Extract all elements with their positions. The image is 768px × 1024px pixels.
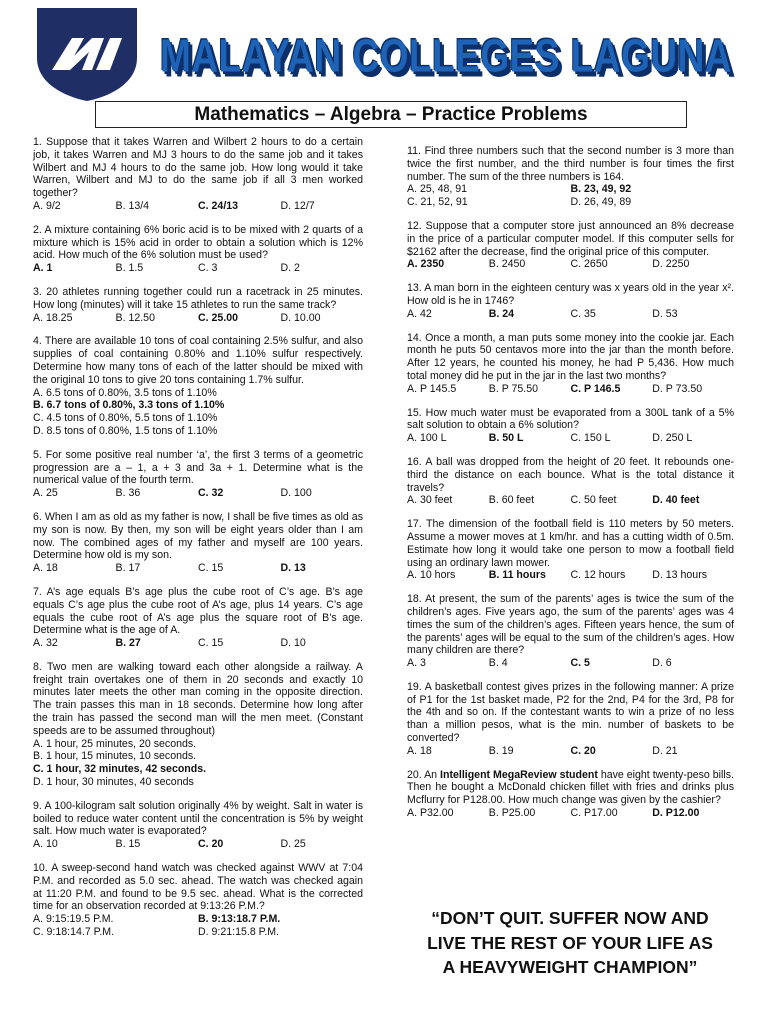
answer-option: D. 100 — [280, 487, 312, 500]
answer-option: A. 1 hour, 25 minutes, 20 seconds. — [33, 737, 197, 750]
answer-options — [407, 745, 734, 758]
question-2 — [33, 224, 363, 275]
question-18 — [407, 593, 734, 670]
answer-option: A. 100 L — [407, 432, 447, 445]
question-text: 2. A mixture containing 6% boric acid is to be mixed with 2 quarts of a mixture which is 15% acid in order to obtain a solution which is 12% acid. How much of the 6% solution must be used? — [33, 223, 363, 262]
answer-option: D. 1 hour, 30 minutes, 40 seconds — [33, 776, 194, 789]
answer-option: C. 2650 — [570, 258, 608, 271]
answer-option: D. 40 feet — [652, 494, 700, 507]
answer-option: A. 9/2 — [33, 199, 61, 212]
answer-option: A. 30 feet — [407, 494, 453, 507]
question-16 — [407, 456, 734, 507]
answer-option: B. 2450 — [488, 258, 526, 271]
question-text: 4. There are available 10 tons of coal containing 2.5% sulfur, and also supplies of coal containing 0.80% and 1.10% sulfur respectively. Determine how many tons of each of the latter should be mixed with the original 10 tons to give 20 tons containing 1.7% sulfur. — [33, 335, 363, 386]
answer-option: C. 5 — [570, 657, 590, 670]
quote-line: “DON’T QUIT. SUFFER NOW AND — [431, 908, 709, 928]
question-9 — [33, 800, 363, 851]
question-1 — [33, 136, 363, 213]
answer-option: D. 6 — [652, 657, 672, 670]
answer-option: D. 13 — [280, 562, 306, 575]
answer-option: D. P12.00 — [652, 807, 700, 820]
question-text: 19. A basketball contest gives prizes in the following manner: A prize of P1 for the 1st basket made, P2 for the 2nd, P4 for the 3rd, P8 for the 4th and so on. If the contestant wants to win a prize of no less than a million pesos, what is the min. number of baskets to be converted? — [407, 680, 734, 745]
answer-option: A. 18.25 — [33, 311, 73, 324]
answer-option: B. 11 hours — [488, 569, 546, 582]
answer-option: B. 50 L — [488, 432, 524, 445]
question-text: 12. Suppose that a computer store just announced an 8% decrease in the price of a particular computer model. If this computer sells for $2162 after the decrease, find the original price of this computer. — [407, 219, 734, 258]
answer-option: B. 60 feet — [488, 494, 535, 507]
question-text: 8. Two men are walking toward each other alongside a railway. A freight train overtakes one of them in 20 seconds and exactly 10 minutes later meets the other man coming in the opposite direction. The train passes this man in 18 seconds. Determine how long after the train has passed the second man will the men meet. (Constant speeds are to be assumed throughout) — [33, 660, 363, 737]
answer-options — [33, 838, 363, 851]
question-text: 17. The dimension of the football field is 110 meters by 50 meters. Assume a mower moves at 1 km/hr. and has a cutting width of 0.5m. Estimate how long it would take one person to mow a football field using an ordinary lawn mower. — [407, 518, 734, 569]
answer-options — [407, 494, 734, 507]
question-text: 14. Once a month, a man puts some money into the cookie jar. Each month he puts 50 centavos more into the jar than the month before. After 12 years, he counted his money, he had P 5,436. How much total money did he put in the jar in the last two months? — [407, 331, 734, 382]
question-10 — [33, 862, 363, 939]
answer-option: D. 10.00 — [280, 311, 321, 324]
answer-option: C. 150 L — [570, 432, 611, 445]
answer-option: A. 32 — [33, 637, 58, 650]
answer-option: A. 1 — [33, 262, 53, 275]
answer-option: C. 35 — [570, 307, 596, 320]
answer-option: B. 19 — [488, 744, 514, 757]
answer-option: A. 25 — [33, 487, 58, 500]
answer-options — [407, 432, 734, 445]
answer-option: A. 10 — [33, 838, 58, 851]
answer-option: C. 25.00 — [198, 311, 239, 324]
college-name: MALAYAN COLLEGES LAGUNA — [160, 30, 733, 82]
answer-option: A. 18 — [33, 562, 58, 575]
answer-option: C. P 146.5 — [570, 382, 621, 395]
answer-option: C. 32 — [198, 487, 224, 500]
answer-option: C. P17.00 — [570, 807, 618, 820]
answer-option: B. 4 — [488, 657, 508, 670]
answer-option: D. 2 — [280, 262, 300, 275]
question-5 — [33, 449, 363, 500]
quote-line: A HEAVYWEIGHT CHAMPION” — [442, 957, 698, 977]
answer-option: B. 6.7 tons of 0.80%, 3.3 tons of 1.10% — [33, 399, 225, 412]
answer-option: D. 53 — [652, 307, 678, 320]
right-column — [407, 145, 734, 831]
answer-options — [407, 383, 734, 396]
question-14 — [407, 332, 734, 396]
answer-option: B. P25.00 — [488, 807, 536, 820]
answer-option: B. 24 — [488, 307, 515, 320]
answer-option: C. 24/13 — [198, 199, 239, 212]
answer-option: A. 3 — [407, 657, 426, 670]
answer-option: C. 20 — [198, 838, 224, 851]
answer-option: B. 23, 49, 92 — [570, 183, 632, 196]
answer-option: A. P 145.5 — [407, 382, 457, 395]
answer-options — [33, 487, 363, 500]
question-8 — [33, 661, 363, 789]
question-3 — [33, 286, 363, 324]
answer-option: B. 12.50 — [115, 311, 155, 324]
answer-option: D. 21 — [652, 744, 678, 757]
answer-option: B. 9:13:18.7 P.M. — [198, 913, 281, 926]
answer-option: D. 13 hours — [652, 569, 708, 582]
question-20 — [407, 769, 734, 820]
answer-option: D. 8.5 tons of 0.80%, 1.5 tons of 1.10% — [33, 424, 218, 437]
question-text: 5. For some positive real number ‘a’, the first 3 terms of a geometric progression are a – 1, a + 3 and 3a + 1. Determine what is the numerical value of the fourth term. — [33, 448, 363, 487]
answer-option: B. P 75.50 — [488, 382, 539, 395]
answer-option: C. 1 hour, 32 minutes, 42 seconds. — [33, 763, 207, 776]
question-13 — [407, 282, 734, 320]
question-text: 10. A sweep-second hand watch was checked against WWV at 7:04 P.M. and recorded as 5.0 sec. ahead. The watch was checked again at 11:20 P.M. and found to be 9.5 sec. ahead. What is the corrected time for an observation recorded at 9:13:26 P.M.? — [33, 862, 363, 913]
question-text: 11. Find three numbers such that the second number is 3 more than twice the first number, and the third number is four times the first number. The sum of the three numbers is 164. — [407, 145, 734, 183]
answer-option: D. 26, 49, 89 — [570, 196, 632, 209]
question-7 — [33, 586, 363, 650]
answer-option: B. 17 — [115, 562, 141, 575]
college-logo — [34, 6, 140, 102]
answer-option: B. 15 — [115, 838, 141, 851]
question-text: 3. 20 athletes running together could run a racetrack in 25 minutes. How long (minutes) will it take 15 athletes to run the same track? — [33, 285, 363, 311]
left-column — [33, 136, 363, 950]
answer-option: A. 10 hors — [407, 569, 456, 582]
question-text: 1. Suppose that it takes Warren and Wilbert 2 hours to do a certain job, it takes Warren and MJ 3 hours to do the same job and it takes Wilbert and MJ 4 hours to do the same job. How long would it take Warren, Wilbert and MJ to do the same job if all 3 men worked together? — [33, 136, 363, 200]
question-text: 16. A ball was dropped from the height of 20 feet. It rebounds one-third the distance on each bounce. What is the total distance it travels? — [407, 455, 734, 494]
answer-option: A. 6.5 tons of 0.80%, 3.5 tons of 1.10% — [33, 386, 217, 399]
motivational-quote — [402, 906, 738, 980]
question-text: 7. A’s age equals B’s age plus the cube root of C’s age. B’s age equals C’s age plus the cube root of A’s age, plus 14 years. C’s age equals the cube root of A’s age plus the square root of B’s age. Determine what is the age of A. — [33, 585, 363, 637]
answer-option: D. 2250 — [652, 258, 690, 271]
answer-option: D. 9:21:15.8 P.M. — [198, 926, 280, 939]
answer-option: C. 12 hours — [570, 569, 626, 582]
question-17 — [407, 518, 734, 582]
answer-option: B. 13/4 — [115, 199, 150, 212]
answer-option: C. 9:18:14.7 P.M. — [33, 926, 115, 939]
answer-options — [33, 200, 363, 213]
logo-shield-icon — [37, 8, 137, 101]
quote-line: LIVE THE REST OF YOUR LIFE AS — [427, 932, 713, 953]
answer-options — [33, 387, 363, 438]
answer-option: D. 250 L — [652, 432, 693, 445]
answer-options — [33, 562, 363, 575]
answer-option: C. 3 — [198, 262, 218, 275]
page-title: Mathematics – Algebra – Practice Problems — [95, 101, 687, 128]
question-text: 18. At present, the sum of the parents’ ages is twice the sum of the children’s ages. Five years ago, the sum of the parents’ ages was 4 times the sum of the children’s ages. Fifteen years hence, the sum of the parents’ ages will be equal to the sum of the children’s ages. How many children are there? — [407, 593, 734, 657]
question-text: 20. An Intelligent MegaReview student have eight twenty-peso bills. Then he bought a McDonald chicken fillet with fries and drinks plus Mcflurry for P128.00. How much change was given by the cashier? — [407, 768, 734, 807]
answer-option: A. 18 — [407, 744, 432, 757]
answer-options — [33, 913, 363, 939]
answer-options — [407, 183, 734, 209]
question-text: 15. How much water must be evaporated from a 300L tank of a 5% salt solution to obtain a 6% solution? — [407, 406, 734, 432]
answer-option: B. 36 — [115, 487, 141, 500]
answer-options — [33, 738, 363, 789]
question-text: 9. A 100-kilogram salt solution originally 4% by weight. Salt in water is boiled to reduce water content until the concentration is 5% by weight salt. How much water is evaporated? — [33, 799, 363, 838]
answer-option: A. 42 — [407, 307, 432, 320]
answer-option: C. 20 — [570, 744, 596, 757]
question-6 — [33, 511, 363, 575]
answer-option: A. 25, 48, 91 — [407, 183, 468, 196]
answer-option: A. 2350 — [407, 258, 445, 271]
answer-options — [407, 308, 734, 321]
answer-options — [33, 312, 363, 325]
answer-option: B. 27 — [115, 637, 141, 650]
question-text: 6. When I am as old as my father is now, I shall be five times as old as my son is now. By then, my son will be eight years older than I am now. The combined ages of my father and myself are 100 years. Determine how old is my son. — [33, 510, 363, 562]
answer-options — [407, 258, 734, 271]
question-19 — [407, 681, 734, 758]
question-12 — [407, 220, 734, 271]
answer-options — [33, 262, 363, 275]
answer-option: B. 1 hour, 15 minutes, 10 seconds. — [33, 750, 197, 763]
answer-option: C. 15 — [198, 562, 224, 575]
question-text: 13. A man born in the eighteen century was x years old in the year x². How old is he in 1746? — [407, 282, 734, 307]
answer-option: D. P 73.50 — [652, 382, 703, 395]
answer-options — [407, 569, 734, 582]
answer-option: D. 10 — [280, 637, 306, 650]
question-11 — [407, 145, 734, 209]
answer-options — [407, 807, 734, 820]
answer-option: D. 12/7 — [280, 199, 315, 212]
answer-option: C. 50 feet — [570, 494, 617, 507]
question-15 — [407, 407, 734, 445]
answer-option: B. 1.5 — [115, 262, 144, 275]
answer-option: A. 9:15:19.5 P.M. — [33, 913, 114, 926]
answer-option: C. 4.5 tons of 0.80%, 5.5 tons of 1.10% — [33, 412, 218, 425]
answer-options — [407, 657, 734, 670]
answer-option: C. 21, 52, 91 — [407, 196, 468, 209]
answer-option: D. 25 — [280, 838, 306, 851]
answer-option: A. P32.00 — [407, 807, 454, 820]
answer-options — [33, 637, 363, 650]
answer-option: C. 15 — [198, 637, 224, 650]
question-4 — [33, 335, 363, 437]
